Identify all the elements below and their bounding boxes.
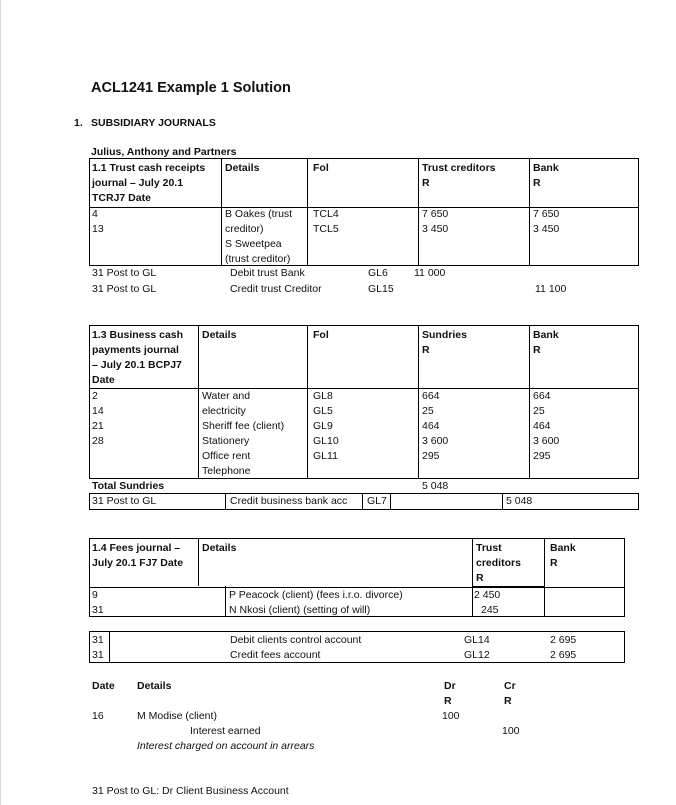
bcpj-title-line: payments journal (92, 344, 179, 356)
page-edge (0, 0, 1, 805)
fj-details: P Peacock (client) (fees i.r.o. divorce) (229, 589, 403, 601)
fj-bank-unit: R (550, 557, 558, 569)
fj-details-header: Details (202, 542, 237, 554)
bcpj-fol: GL11 (313, 450, 338, 462)
fj-trust-creditors-unit: R (476, 572, 484, 584)
tcrj-details-header: Details (225, 162, 260, 174)
tcrj-bank-amount: 3 450 (533, 223, 560, 235)
section-heading: SUBSIDIARY JOURNALS (91, 117, 216, 129)
fj-date: 9 (92, 589, 98, 601)
bcpj-sundries-amount: 664 (422, 390, 440, 402)
bcpj-bank-unit: R (533, 344, 541, 356)
bcpj-sundries-header: Sundries (422, 329, 467, 341)
gj-dr-unit: R (444, 695, 452, 707)
tcrj-trust-creditors-unit: R (422, 177, 430, 189)
tcrj-details: creditor) (225, 223, 264, 235)
bcpj-title-line: Date (92, 374, 115, 386)
tcrj-post-details: Debit trust Bank (230, 267, 305, 279)
fj-rule (472, 586, 544, 587)
fj-post-details: Credit fees account (230, 649, 321, 661)
bcpj-details: Telephone (202, 465, 251, 477)
fj-title-line: July 20.1 FJ7 Date (92, 557, 184, 569)
tcrj-date: 4 (92, 208, 98, 220)
bcpj-col-divider (418, 325, 419, 478)
bcpj-total-label: Total Sundries (92, 480, 165, 492)
gj-dr-header: Dr (444, 680, 456, 692)
page-title: ACL1241 Example 1 Solution (91, 80, 291, 96)
bcpj-details: Office rent (202, 450, 251, 462)
fj-title-line: 1.4 Fees journal – (92, 542, 181, 554)
footer-note: 31 Post to GL: Dr Client Business Account (92, 785, 289, 797)
fj-trust-amount: 245 (481, 604, 499, 616)
tcrj-col-divider (307, 158, 308, 265)
bcpj-col-divider (529, 325, 530, 478)
fj-col-divider (198, 538, 199, 586)
fj-post-date: 31 (92, 634, 104, 646)
bcpj-body-box (89, 387, 639, 479)
fj-trust-creditors-header: creditors (476, 557, 521, 569)
gj-cr-unit: R (504, 695, 512, 707)
bcpj-sundries-amount: 464 (422, 420, 440, 432)
tcrj-trust-creditors-header: Trust creditors (422, 162, 496, 174)
bcpj-bank-amount: 25 (533, 405, 545, 417)
bcpj-details: Stationery (202, 435, 250, 447)
tcrj-details: (trust creditor) (225, 253, 291, 265)
tcrj-col-divider (221, 158, 222, 265)
gj-details-header: Details (137, 680, 172, 692)
bcpj-sundries-amount: 3 600 (422, 435, 449, 447)
fj-col-divider (544, 538, 545, 616)
tcrj-details: B Oakes (trust (225, 208, 293, 220)
bcpj-details: Water and (202, 390, 251, 402)
fj-post-details: Debit clients control account (230, 634, 362, 646)
bcpj-fol: GL9 (313, 420, 333, 432)
bcpj-bank-amount: 464 (533, 420, 551, 432)
bcpj-bank-amount: 664 (533, 390, 551, 402)
bcpj-bank-header: Bank (533, 329, 559, 341)
fj-details: N Nkosi (client) (setting of will) (229, 604, 371, 616)
bcpj-sundries-amount: 25 (422, 405, 434, 417)
tcrj-post-amount: 11 100 (535, 283, 567, 295)
bcpj-fol: GL8 (313, 390, 333, 402)
bcpj-post-label: 31 Post to GL (92, 495, 157, 507)
fj-col-divider (472, 538, 473, 616)
gj-credit-amount: 100 (502, 725, 520, 737)
bcpj-col-divider (198, 325, 199, 478)
gj-date-header: Date (92, 680, 115, 692)
bcpj-bank-amount: 3 600 (533, 435, 560, 447)
fj-post-fol: GL12 (464, 649, 490, 661)
bcpj-date: 28 (92, 435, 104, 447)
bcpj-details: electricity (202, 405, 246, 417)
tcrj-post-fol: GL15 (368, 283, 394, 295)
gj-narration: Interest charged on account in arrears (137, 740, 315, 752)
tcrj-trust-amount: 3 450 (422, 223, 449, 235)
fj-col-divider (225, 586, 226, 616)
bcpj-date: 21 (92, 420, 104, 432)
tcrj-post-fol: GL6 (368, 267, 388, 279)
bcpj-title-line: – July 20.1 BCPJ7 (92, 359, 182, 371)
section-number: 1. (74, 117, 83, 129)
gj-cr-header: Cr (504, 680, 516, 692)
bcpj-post-details: Credit business bank acc (230, 495, 348, 507)
tcrj-post-label: 31 Post to GL (92, 283, 157, 295)
bcpj-col-divider (307, 325, 308, 478)
bcpj-post-fol: GL7 (367, 495, 387, 507)
tcrj-bank-header: Bank (533, 162, 559, 174)
bcpj-fol: GL10 (313, 435, 339, 447)
tcrj-col-divider (418, 158, 419, 265)
tcrj-bank-amount: 7 650 (533, 208, 560, 220)
tcrj-title-line: TCRJ7 Date (92, 192, 151, 204)
tcrj-trust-amount: 7 650 (422, 208, 449, 220)
bcpj-sundries-amount: 295 (422, 450, 440, 462)
gj-debit-account: M Modise (client) (137, 710, 217, 722)
bcpj-total-amount: 5 048 (422, 480, 449, 492)
gj-date: 16 (92, 710, 104, 722)
gj-credit-account: Interest earned (190, 725, 261, 737)
tcrj-date: 13 (92, 223, 104, 235)
tcrj-post-label: 31 Post to GL (92, 267, 157, 279)
bcpj-post-divider (390, 493, 391, 510)
bcpj-title-line: 1.3 Business cash (92, 329, 184, 341)
bcpj-date: 2 (92, 390, 98, 402)
bcpj-details-header: Details (202, 329, 237, 341)
tcrj-fol-header: Fol (313, 162, 329, 174)
bcpj-fol-header: Fol (313, 329, 329, 341)
bcpj-fol: GL5 (313, 405, 333, 417)
fj-post-fol: GL14 (464, 634, 490, 646)
fj-date: 31 (92, 604, 104, 616)
bcpj-post-divider (225, 493, 226, 510)
bcpj-post-box (89, 493, 639, 510)
tcrj-fol: TCL5 (313, 223, 339, 235)
tcrj-bank-unit: R (533, 177, 541, 189)
tcrj-fol: TCL4 (313, 208, 339, 220)
fj-post-amount: 2 695 (550, 634, 577, 646)
bcpj-details: Sheriff fee (client) (202, 420, 285, 432)
tcrj-title-line: 1.1 Trust cash receipts (92, 162, 206, 174)
bcpj-bank-amount: 295 (533, 450, 551, 462)
tcrj-col-divider (529, 158, 530, 265)
firm-name: Julius, Anthony and Partners (91, 146, 237, 158)
bcpj-date: 14 (92, 405, 104, 417)
fj-trust-amount: 2 450 (474, 589, 501, 601)
gj-debit-amount: 100 (442, 710, 460, 722)
fj-bank-header: Bank (550, 542, 576, 554)
bcpj-post-divider (362, 493, 363, 510)
fj-trust-creditors-header: Trust (476, 542, 502, 554)
fj-post-amount: 2 695 (550, 649, 577, 661)
bcpj-sundries-unit: R (422, 344, 430, 356)
tcrj-post-details: Credit trust Creditor (230, 283, 322, 295)
fj-post-divider (109, 631, 110, 663)
tcrj-title-line: journal – July 20.1 (92, 177, 184, 189)
fj-post-date: 31 (92, 649, 104, 661)
bcpj-post-divider (502, 493, 503, 510)
bcpj-post-amount: 5 048 (506, 495, 533, 507)
tcrj-details: S Sweetpea (225, 238, 282, 250)
tcrj-post-amount: 11 000 (414, 267, 446, 279)
